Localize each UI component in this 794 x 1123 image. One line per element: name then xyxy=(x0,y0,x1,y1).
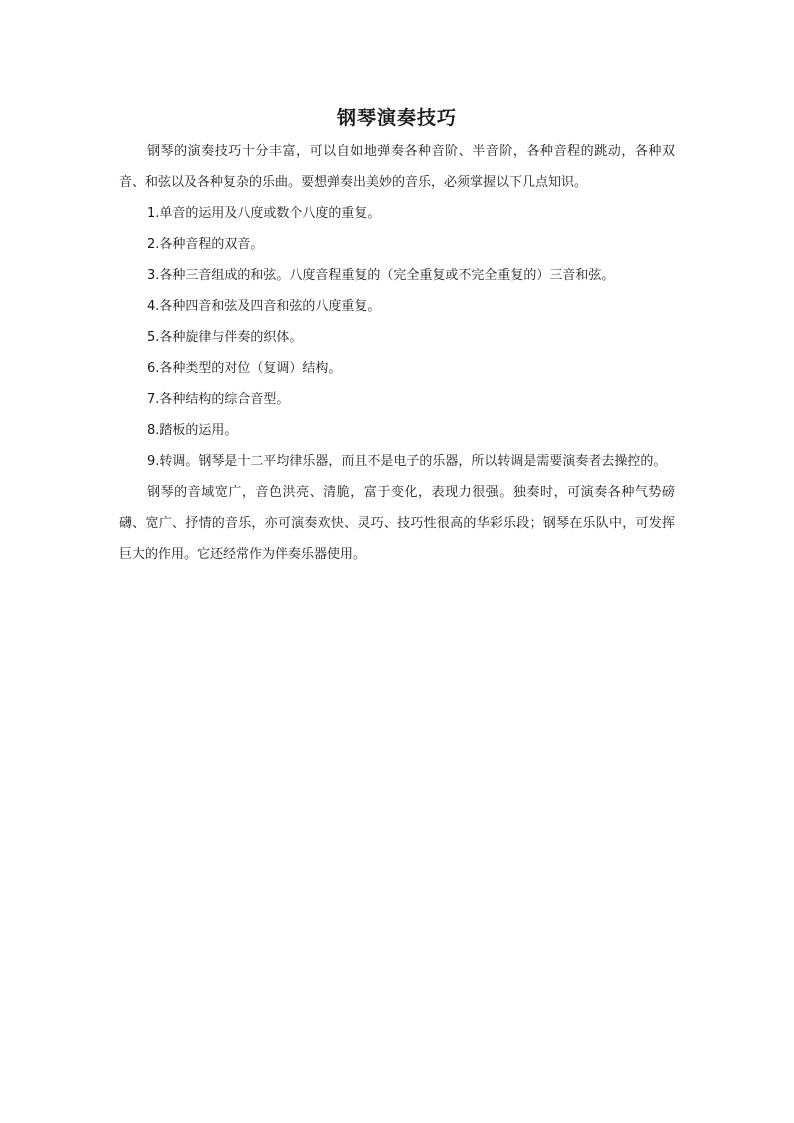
list-item-1: 1.单音的运用及八度或数个八度的重复。 xyxy=(147,206,381,221)
list-item-2: 2.各种音程的双音。 xyxy=(147,237,264,252)
list-item-8: 8.踏板的运用。 xyxy=(147,423,238,438)
list-item-3: 3.各种三音组成的和弦。八度音程重复的（完全重复或不完全重复的）三音和弦。 xyxy=(147,268,615,283)
list-item-5: 5.各种旋律与伴奏的织体。 xyxy=(147,330,303,345)
list-item-7: 7.各种结构的综合音型。 xyxy=(147,392,290,407)
list-item-4: 4.各种四音和弦及四音和弦的八度重复。 xyxy=(147,299,381,314)
intro-paragraph: 钢琴的演奏技巧十分丰富，可以自如地弹奏各种音阶、半音阶，各种音程的跳动，各种双音、和弦以及各种复杂的乐曲。要想弹奏出美妙的音乐，必须掌握以下几点知识。 xyxy=(119,144,675,190)
page-title: 钢琴演奏技巧 xyxy=(336,107,457,129)
list-item-6: 6.各种类型的对位（复调）结构。 xyxy=(147,361,342,376)
closing-paragraph: 钢琴的音域宽广，音色洪亮、清脆，富于变化，表现力很强。独奏时，可演奏各种气势磅礴、宽广、抒情的音乐，亦可演奏欢快、灵巧、技巧性很高的华彩乐段；钢琴在乐队中，可发挥巨大的作用。它还经常作为伴奏乐器使用。 xyxy=(119,485,675,562)
list-item-9: 9.转调。钢琴是十二平均律乐器，而且不是电子的乐器，所以转调是需要演奏者去操控的。 xyxy=(147,454,667,469)
document-body xyxy=(119,104,675,570)
